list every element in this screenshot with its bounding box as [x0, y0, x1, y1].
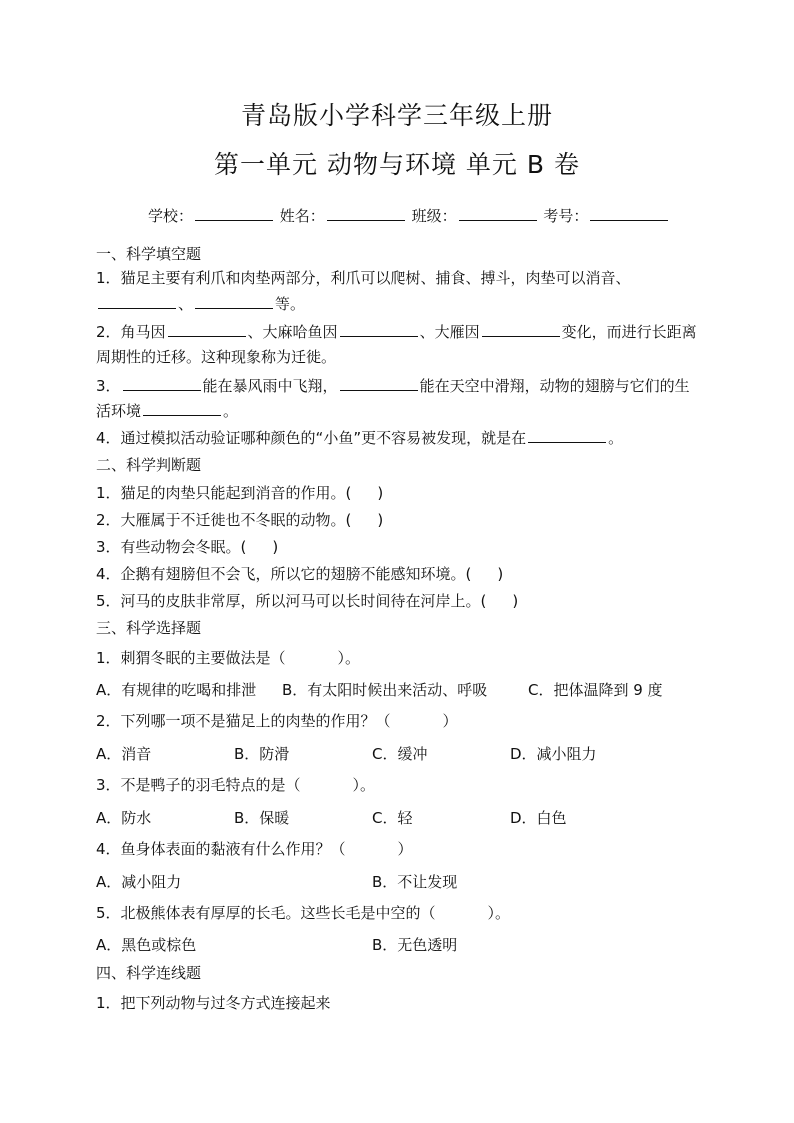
choice-q4-option-b[interactable]: B．不让发现 — [372, 873, 458, 891]
choice-q3-stem: 3．不是鸭子的羽毛特点的是（ ）。 — [96, 776, 376, 794]
fill-q4: 4．通过模拟活动验证哪种颜色的“小鱼”更不容易被发现，就是在 。 — [96, 429, 624, 447]
choice-q2-option-c[interactable]: C．缓冲 — [372, 745, 428, 763]
judge-q4: 4．企鹅有翅膀但不会飞，所以它的翅膀不能感知环境。( ) — [96, 565, 504, 583]
section-match-heading: 四、科学连线题 — [96, 964, 202, 982]
choice-q2-option-a[interactable]: A．消音 — [96, 745, 152, 763]
choice-q4-option-a[interactable]: A．减小阻力 — [96, 873, 182, 891]
section-fill-heading: 一、科学填空题 — [96, 245, 202, 263]
answer-blank[interactable] — [195, 294, 273, 309]
choice-q5-option-b[interactable]: B．无色透明 — [372, 936, 458, 954]
class-blank[interactable] — [459, 206, 537, 221]
fill-q2-line2: 周期性的迁移。这种现象称为迁徙。 — [96, 348, 337, 366]
answer-blank[interactable] — [98, 294, 176, 309]
judge-q1: 1．猫足的肉垫只能起到消音的作用。( ) — [96, 484, 384, 502]
choice-q1-stem: 1．刺猬冬眠的主要做法是（ ）。 — [96, 649, 361, 667]
choice-q5-option-a[interactable]: A．黑色或棕色 — [96, 936, 197, 954]
fill-q2-line1: 2．角马因 、大麻哈鱼因 、大雁因 变化，而进行长距离 — [96, 323, 697, 341]
fill-q3-line2: 活环境 。 — [96, 402, 239, 420]
choice-q2-stem: 2．下列哪一项不是猫足上的肉垫的作用？（ ） — [96, 712, 458, 730]
class-label: 班级： — [411, 207, 457, 225]
choice-q3-option-b[interactable]: B．保暖 — [234, 809, 290, 827]
answer-blank[interactable] — [143, 401, 221, 416]
choice-q1-option-c[interactable]: C．把体温降到 9 度 — [528, 681, 663, 699]
school-label: 学校： — [148, 207, 194, 225]
choice-q2-option-d[interactable]: D．减小阻力 — [510, 745, 597, 763]
judge-q2: 2．大雁属于不迁徙也不冬眠的动物。( ) — [96, 511, 384, 529]
fill-q1-line2: 、 等。 — [96, 294, 305, 314]
exam-no-blank[interactable] — [590, 206, 668, 221]
answer-blank[interactable] — [340, 322, 418, 337]
answer-blank[interactable] — [340, 376, 418, 391]
answer-blank[interactable] — [482, 322, 560, 337]
answer-blank[interactable] — [168, 322, 246, 337]
name-blank[interactable] — [327, 206, 405, 221]
choice-q3-option-a[interactable]: A．防水 — [96, 809, 152, 827]
match-q1: 1．把下列动物与过冬方式连接起来 — [96, 994, 331, 1012]
choice-q3-option-d[interactable]: D．白色 — [510, 809, 567, 827]
page-title: 青岛版小学科学三年级上册 — [240, 101, 553, 130]
name-label: 姓名： — [279, 207, 325, 225]
page-subtitle: 第一单元 动物与环境 单元 B 卷 — [214, 150, 580, 179]
school-blank[interactable] — [195, 206, 273, 221]
choice-q5-stem: 5．北极熊体表有厚厚的长毛。这些长毛是中空的（ ）。 — [96, 904, 511, 922]
choice-q2-option-b[interactable]: B．防滑 — [234, 745, 290, 763]
choice-q3-option-c[interactable]: C．轻 — [372, 809, 413, 827]
choice-q1-option-b[interactable]: B．有太阳时候出来活动、呼吸 — [282, 681, 488, 699]
section-choice-heading: 三、科学选择题 — [96, 619, 202, 637]
answer-blank[interactable] — [528, 428, 606, 443]
judge-q5: 5．河马的皮肤非常厚，所以河马可以长时间待在河岸上。( ) — [96, 592, 519, 610]
fill-q3-line1: 3． 能在暴风雨中飞翔， 能在天空中滑翔，动物的翅膀与它们的生 — [96, 377, 690, 395]
choice-q4-stem: 4．鱼身体表面的黏液有什么作用？（ ） — [96, 840, 413, 858]
choice-q1-option-a[interactable]: A．有规律的吃喝和排泄 — [96, 681, 257, 699]
judge-q3: 3．有些动物会冬眠。( ) — [96, 538, 279, 556]
answer-blank[interactable] — [123, 376, 201, 391]
fill-q1-line1: 1．猫足主要有利爪和肉垫两部分，利爪可以爬树、捕食、搏斗，肉垫可以消音、 — [96, 269, 631, 287]
section-judge-heading: 二、科学判断题 — [96, 456, 202, 474]
student-info-row — [148, 205, 670, 226]
exam-no-label: 考号： — [543, 207, 589, 225]
